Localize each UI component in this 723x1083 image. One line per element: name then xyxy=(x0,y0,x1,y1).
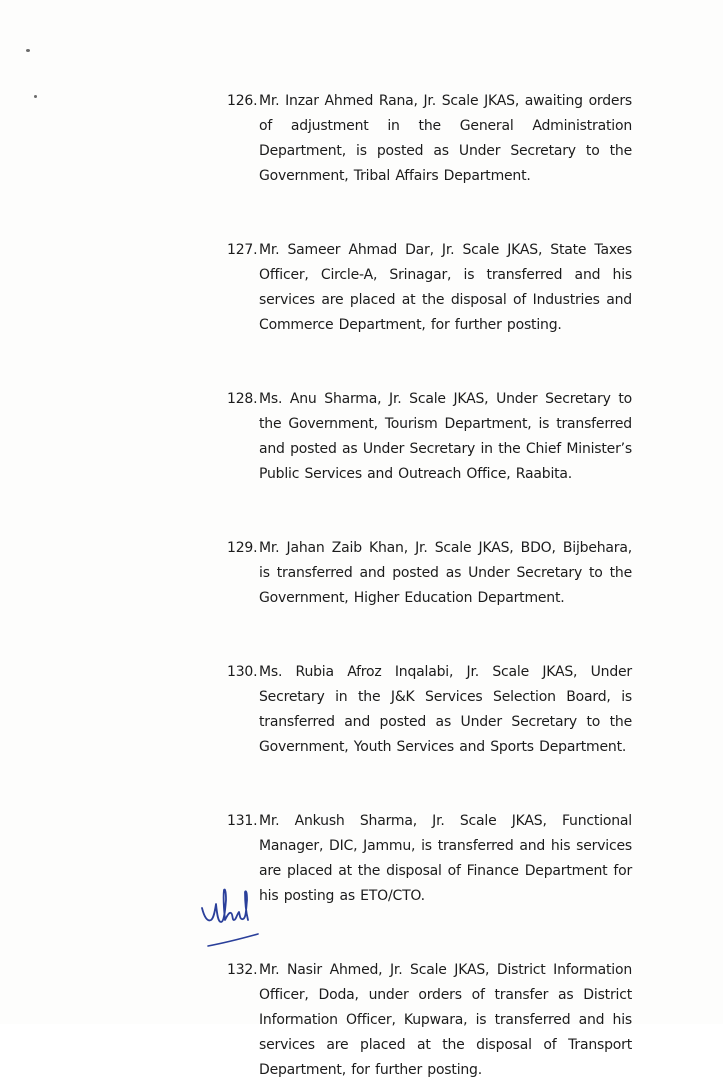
item-number: 126. xyxy=(227,93,258,109)
item-text: Mr. Inzar Ahmed Rana, Jr. Scale JKAS, awaiting orders of adjustment in the General Administration Department, is posted as Under Secretary to the Government, Tribal Affairs Department. xyxy=(259,93,632,184)
item-text: Mr. Sameer Ahmad Dar, Jr. Scale JKAS, State Taxes Officer, Circle-A, Srinagar, is transferred and his services are placed at the disposal of Industries and Commerce Department, for further posting. xyxy=(259,242,632,333)
item-text: Ms. Rubia Afroz Inqalabi, Jr. Scale JKAS, Under Secretary in the J&K Services Selection Board, is transferred and posted as Under Secretary to the Government, Youth Services and Sports Department. xyxy=(259,664,632,755)
order-item xyxy=(227,89,632,189)
order-item xyxy=(227,536,632,611)
order-item xyxy=(227,809,632,909)
item-text: Mr. Ankush Sharma, Jr. Scale JKAS, Functional Manager, DIC, Jammu, is transferred and his services are placed at the disposal of Finance Department for his posting as ETO/CTO. xyxy=(259,813,632,904)
item-number: 129. xyxy=(227,540,258,556)
scan-speck xyxy=(34,95,37,98)
item-number: 132. xyxy=(227,962,258,978)
item-number: 127. xyxy=(227,242,258,258)
scan-speck xyxy=(26,49,30,52)
item-text: Ms. Anu Sharma, Jr. Scale JKAS, Under Secretary to the Government, Tourism Department, is transferred and posted as Under Secretary in the Chief Minister’s Public Services and Outreach Office, Raabita. xyxy=(259,391,632,482)
item-text: Mr. Nasir Ahmed, Jr. Scale JKAS, District Information Officer, Doda, under orders of transfer as District Information Officer, Kupwara, is transferred and his services are placed at the disposal of Transport Department, for further posting. xyxy=(259,962,632,1078)
order-item xyxy=(227,387,632,487)
order-item xyxy=(227,660,632,760)
order-item xyxy=(227,238,632,338)
signature-underline xyxy=(208,934,258,946)
item-number: 130. xyxy=(227,664,258,680)
item-number: 128. xyxy=(227,391,258,407)
handwritten-signature xyxy=(198,882,264,950)
item-text: Mr. Jahan Zaib Khan, Jr. Scale JKAS, BDO, Bijbehara, is transferred and posted as Under Secretary to the Government, Higher Education Department. xyxy=(259,540,632,606)
signature-stroke xyxy=(202,889,248,922)
order-items-list xyxy=(227,89,632,1083)
item-number: 131. xyxy=(227,813,258,829)
order-item xyxy=(227,958,632,1083)
